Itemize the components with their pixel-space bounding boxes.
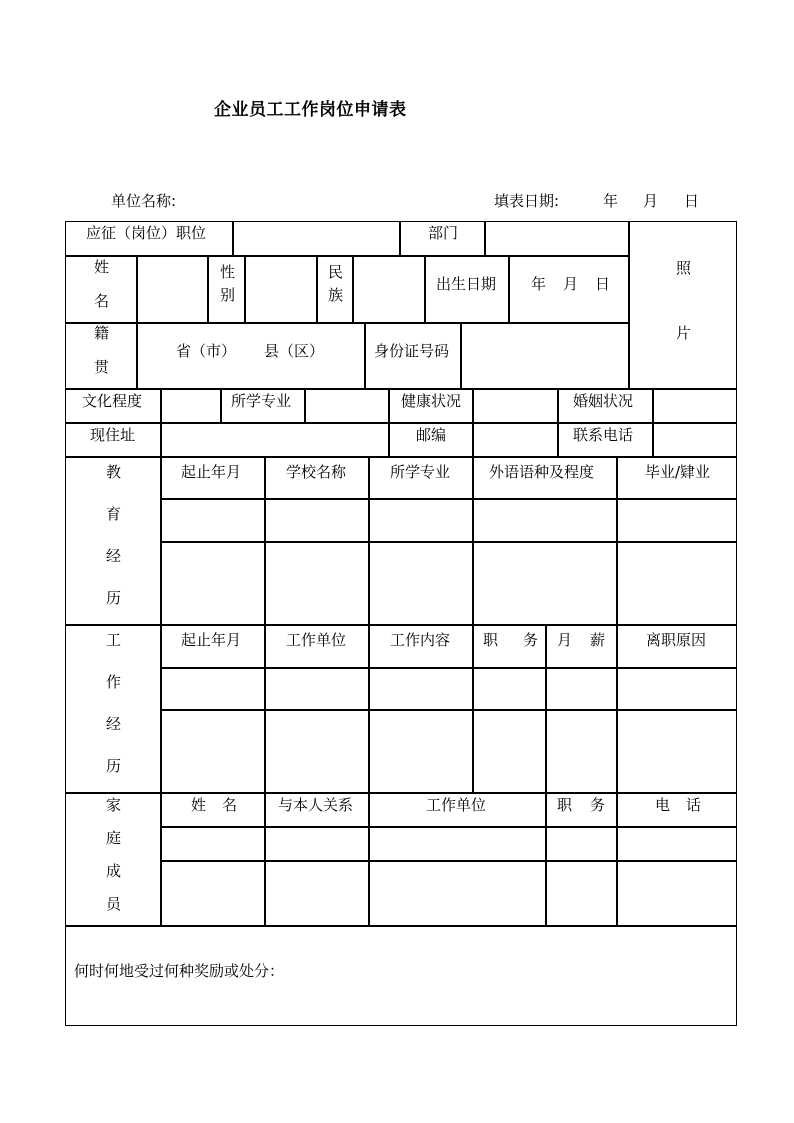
health-label: 健康状况 (401, 392, 462, 410)
family-row-2-position[interactable] (546, 861, 617, 926)
work-header-period-text: 起止年月 (181, 631, 242, 649)
edu-row-2-school[interactable] (265, 542, 369, 625)
birth-date-label: 出生日期 (436, 275, 497, 293)
name-label-1: 姓 (94, 258, 110, 276)
education-side-1: 教 (106, 463, 122, 481)
edu-row-2-graduation[interactable] (617, 542, 737, 625)
work-row-1-position[interactable] (473, 668, 546, 710)
family-row-2-name[interactable] (161, 861, 265, 926)
birth-month-label: 月 (563, 275, 579, 293)
position-value-cell[interactable] (233, 221, 400, 256)
work-header-position-text-2: 务 (523, 631, 539, 649)
id-number-label: 身份证号码 (374, 342, 450, 360)
family-row-1-position[interactable] (546, 827, 617, 861)
edu-row-2-period[interactable] (161, 542, 265, 625)
edu-row-1-school[interactable] (265, 499, 369, 542)
family-header-name (161, 793, 265, 827)
form-title: 企业员工工作岗位申请表 (214, 100, 407, 120)
family-side-2: 庭 (106, 829, 122, 847)
photo-label-1: 照 (676, 259, 692, 277)
edu-row-1-language[interactable] (473, 499, 617, 542)
id-number-value-cell[interactable] (461, 323, 629, 389)
work-row-1-salary[interactable] (546, 668, 617, 710)
photo-cell[interactable] (629, 221, 737, 389)
work-side-3: 经 (106, 715, 122, 733)
edu-row-1-period[interactable] (161, 499, 265, 542)
family-header-phone-text-1: 电 (655, 796, 671, 814)
family-row-2-company[interactable] (369, 861, 546, 926)
family-header-name-text-1: 姓 (191, 796, 207, 814)
work-header-content-text: 工作内容 (390, 631, 451, 649)
family-side-3: 成 (106, 862, 122, 880)
department-label: 部门 (428, 224, 459, 242)
family-row-1-name[interactable] (161, 827, 265, 861)
photo-label-2: 片 (676, 324, 692, 342)
family-header-position-text-2: 务 (590, 796, 606, 814)
work-side-2: 作 (106, 673, 122, 691)
work-row-1-content[interactable] (369, 668, 473, 710)
name-label-2: 名 (94, 292, 110, 310)
birth-day-label: 日 (595, 275, 611, 293)
work-row-2-content[interactable] (369, 710, 473, 793)
native-place-value-cell[interactable] (137, 323, 365, 389)
fill-date-month: 月 (643, 192, 659, 210)
postcode-label: 邮编 (416, 426, 447, 444)
education-side-2: 育 (106, 505, 122, 523)
gender-label-2: 别 (220, 286, 236, 304)
work-side-4: 历 (106, 757, 122, 775)
work-row-2-company[interactable] (265, 710, 369, 793)
work-row-1-company[interactable] (265, 668, 369, 710)
unit-name-label: 单位名称: (111, 192, 177, 210)
family-row-1-relation[interactable] (265, 827, 369, 861)
edu-header-language-text: 外语语种及程度 (489, 463, 595, 481)
work-row-2-period[interactable] (161, 710, 265, 793)
work-row-2-position[interactable] (473, 710, 546, 793)
work-row-1-period[interactable] (161, 668, 265, 710)
family-header-name-text-2: 名 (222, 796, 238, 814)
position-label: 应征（岗位）职位 (86, 224, 207, 242)
health-value-cell[interactable] (473, 389, 558, 423)
family-row-2-relation[interactable] (265, 861, 369, 926)
family-header-phone (617, 793, 737, 827)
name-value-cell[interactable] (137, 256, 208, 323)
work-header-reason-text: 离职原因 (646, 631, 707, 649)
address-value-cell[interactable] (161, 423, 389, 457)
gender-value-cell[interactable] (245, 256, 317, 323)
work-header-salary-text-2: 薪 (590, 631, 606, 649)
family-header-relation-text: 与本人关系 (278, 796, 354, 814)
phone-label: 联系电话 (573, 426, 634, 444)
edu-header-school-text: 学校名称 (286, 463, 347, 481)
education-side-3: 经 (106, 547, 122, 565)
major-label: 所学专业 (231, 392, 292, 410)
edu-row-1-graduation[interactable] (617, 499, 737, 542)
education-level-value-cell[interactable] (161, 389, 221, 423)
fill-date-day: 日 (684, 192, 700, 210)
edu-row-1-major[interactable] (369, 499, 473, 542)
work-row-2-reason[interactable] (617, 710, 737, 793)
postcode-value-cell[interactable] (473, 423, 558, 457)
work-row-1-reason[interactable] (617, 668, 737, 710)
ethnicity-label-2: 族 (328, 286, 344, 304)
family-row-1-company[interactable] (369, 827, 546, 861)
work-header-position-text-1: 职 (483, 631, 499, 649)
work-row-2-salary[interactable] (546, 710, 617, 793)
education-level-label: 文化程度 (82, 392, 143, 410)
family-header-phone-text-2: 话 (686, 796, 702, 814)
family-side-4: 员 (106, 895, 122, 913)
edu-header-major-text: 所学专业 (390, 463, 451, 481)
edu-row-2-major[interactable] (369, 542, 473, 625)
marital-label: 婚姻状况 (573, 392, 634, 410)
work-header-salary-text-1: 月 (557, 631, 573, 649)
birth-year-label: 年 (531, 275, 547, 293)
family-side-1: 家 (106, 796, 122, 814)
fill-date-label: 填表日期: (494, 192, 560, 210)
fill-date-year: 年 (603, 192, 619, 210)
work-header-company-text: 工作单位 (286, 631, 347, 649)
edu-row-2-language[interactable] (473, 542, 617, 625)
family-row-1-phone[interactable] (617, 827, 737, 861)
major-value-cell[interactable] (305, 389, 389, 423)
province-label: 省（市） (176, 342, 237, 360)
native-place-label-1: 籍 (94, 324, 110, 342)
gender-label-1: 性 (220, 263, 236, 281)
native-place-label-2: 贯 (94, 358, 110, 376)
address-label: 现住址 (90, 426, 136, 444)
family-header-position-text-1: 职 (557, 796, 573, 814)
ethnicity-value-cell[interactable] (353, 256, 425, 323)
edu-header-graduation-text: 毕业/肄业 (645, 463, 711, 481)
marital-value-cell[interactable] (653, 389, 737, 423)
phone-value-cell[interactable] (653, 423, 737, 457)
family-header-company-text: 工作单位 (426, 796, 487, 814)
county-label: 县（区） (264, 342, 325, 360)
awards-label: 何时何地受过何种奖励或处分： (74, 962, 285, 980)
work-side-1: 工 (106, 631, 122, 649)
department-value-cell[interactable] (485, 221, 629, 256)
family-row-2-phone[interactable] (617, 861, 737, 926)
edu-header-period-text: 起止年月 (181, 463, 242, 481)
ethnicity-label-1: 民 (328, 263, 344, 281)
education-side-4: 历 (106, 589, 122, 607)
